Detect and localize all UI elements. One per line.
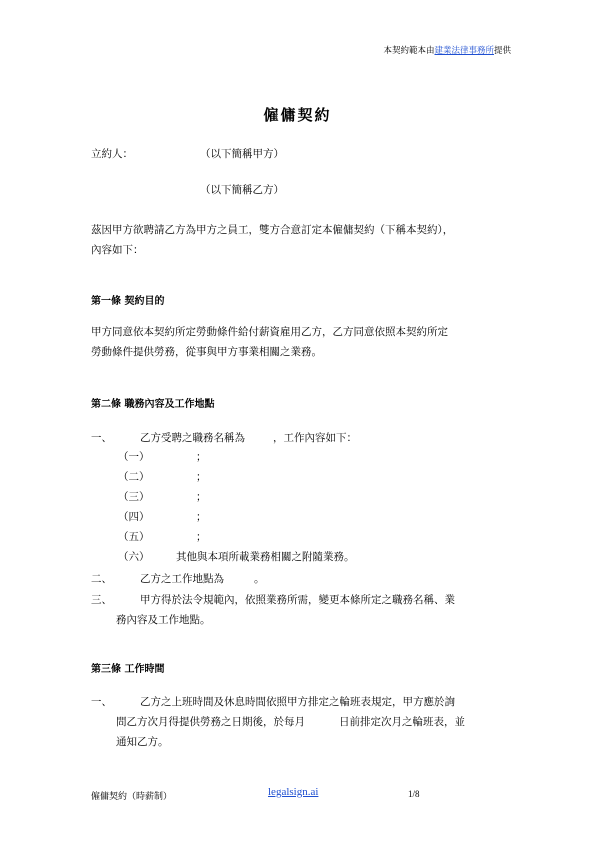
article-3-item-1-line-1: 乙方之上班時間及休息時間依照甲方排定之輪班表規定，甲方應於詢 [140,696,455,708]
sub-item-4-label: （四） [118,511,150,523]
article-3-item-1-line-3: 通知乙方。 [116,736,169,748]
article-2-item-1-number: 一、 [91,432,112,444]
footer-page-number: 1/8 [408,789,420,799]
firm-link[interactable]: 建業法律事務所 [434,46,494,56]
sub-item-1-label: （一） [118,451,150,463]
sub-item-6-label: （六） [118,551,150,563]
article-2-item-3-line-2: 務內容及工作地點。 [116,614,211,626]
sub-item-6-text: 其他與本項所載業務相關之附隨業務。 [176,551,355,563]
article-2-item-2-text [140,571,265,586]
article-2-item-3-number: 三、 [91,594,112,606]
article-2-item-3-line-1: 甲方得於法令規範內，依照業務所需，變更本條所定之職務名稱、業 [140,594,455,606]
workplace-suffix: 。 [254,573,265,585]
sub-item-5-semicolon: ； [196,531,207,543]
roster-prefix: 問乙方次月得提供勞務之日期後，於每月 [116,716,305,728]
article-3-item-1-number: 一、 [91,696,112,708]
sub-item-1-semicolon: ； [196,451,207,463]
header-suffix: 提供 [493,46,511,56]
footer-legalsign-link[interactable]: legalsign.ai [268,786,319,798]
footer-document-name: 僱傭契約（時薪制） [91,792,173,802]
party-a-note: （以下簡稱甲方） [200,148,284,160]
sub-item-2-semicolon: ； [196,471,207,483]
article-1-heading: 第一條 契約目的 [91,296,165,307]
job-title-suffix: ，工作內容如下： [273,432,357,444]
article-1-line-1: 甲方同意依本契約所定勞動條件給付薪資雇用乙方，乙方同意依照本契約所定 [91,326,448,338]
sub-item-3-semicolon: ； [196,491,207,503]
sub-item-3-label: （三） [118,491,150,503]
article-3-item-1-line-2 [116,714,465,729]
article-2-item-1-text [140,430,357,445]
workplace-prefix: 乙方之工作地點為 [140,573,224,585]
article-1-line-2: 勞動條件提供勞務，從事與甲方事業相關之業務。 [91,346,322,358]
article-2-item-2-number: 二、 [91,573,112,585]
job-title-prefix: 乙方受聘之職務名稱為 [140,432,245,444]
party-b-note: （以下簡稱乙方） [200,184,284,196]
intro-line-2: 內容如下： [91,244,144,256]
page-header [383,44,511,56]
sub-item-5-label: （五） [118,531,150,543]
sub-item-4-semicolon: ； [196,511,207,523]
header-prefix: 本契約範本由 [383,46,435,56]
intro-line-1: 茲因甲方欲聘請乙方為甲方之員工，雙方合意訂定本僱傭契約（下稱本契約）， [91,224,454,236]
article-2-heading: 第二條 職務內容及工作地點 [91,399,215,410]
roster-suffix: 日前排定次月之輪班表，並 [339,716,465,728]
sub-item-2-label: （二） [118,471,150,483]
parties-label: 立約人： [91,148,133,160]
document-title: 僱傭契約 [263,106,332,124]
article-3-heading: 第三條 工作時間 [91,664,165,675]
